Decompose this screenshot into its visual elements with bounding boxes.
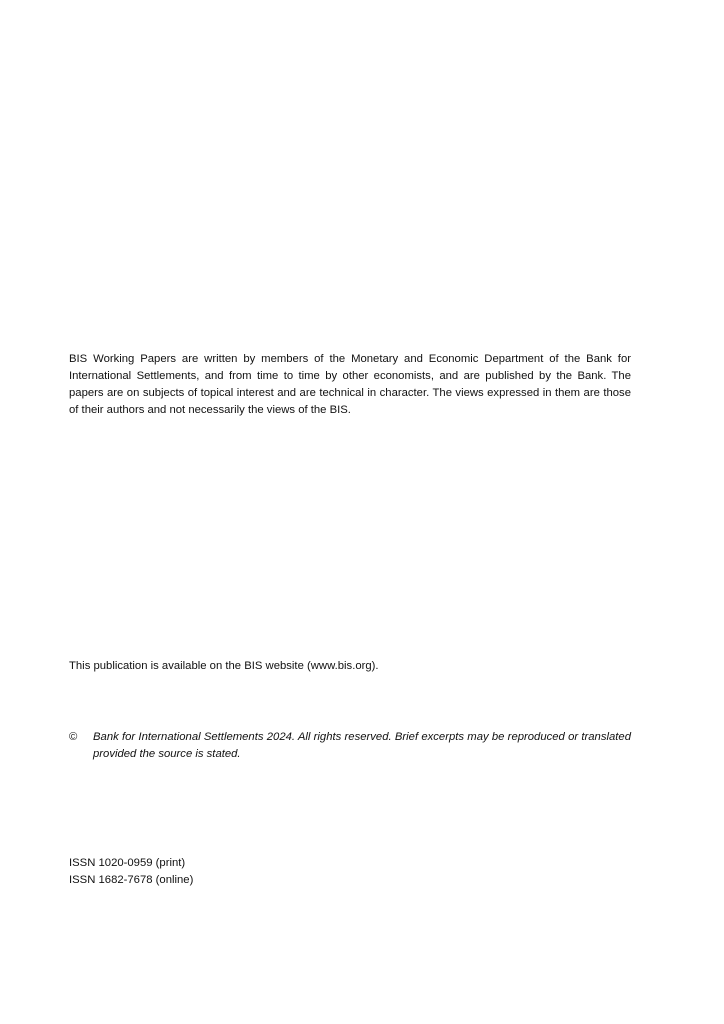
- copyright-text: Bank for International Settlements 2024. All rights reserved. Brief excerpts may be reproduced or translated provided the source is stated.: [93, 731, 631, 760]
- copyright-notice: [69, 729, 631, 763]
- availability-note: This publication is available on the BIS website (www.bis.org).: [69, 660, 379, 672]
- issn-print: ISSN 1020-0959 (print): [69, 857, 186, 869]
- issn-block: [69, 855, 631, 889]
- working-papers-disclaimer: BIS Working Papers are written by members of the Monetary and Economic Department of the Bank for International Settlements, and from time to time by other economists, and are published by the Bank. The papers are on subjects of topical interest and are technical in character. The views expressed in them are those of their authors and not necessarily the views of the BIS.: [69, 353, 631, 416]
- issn-online: ISSN 1682-7678 (online): [69, 874, 194, 886]
- copyright-symbol: ©: [69, 731, 78, 743]
